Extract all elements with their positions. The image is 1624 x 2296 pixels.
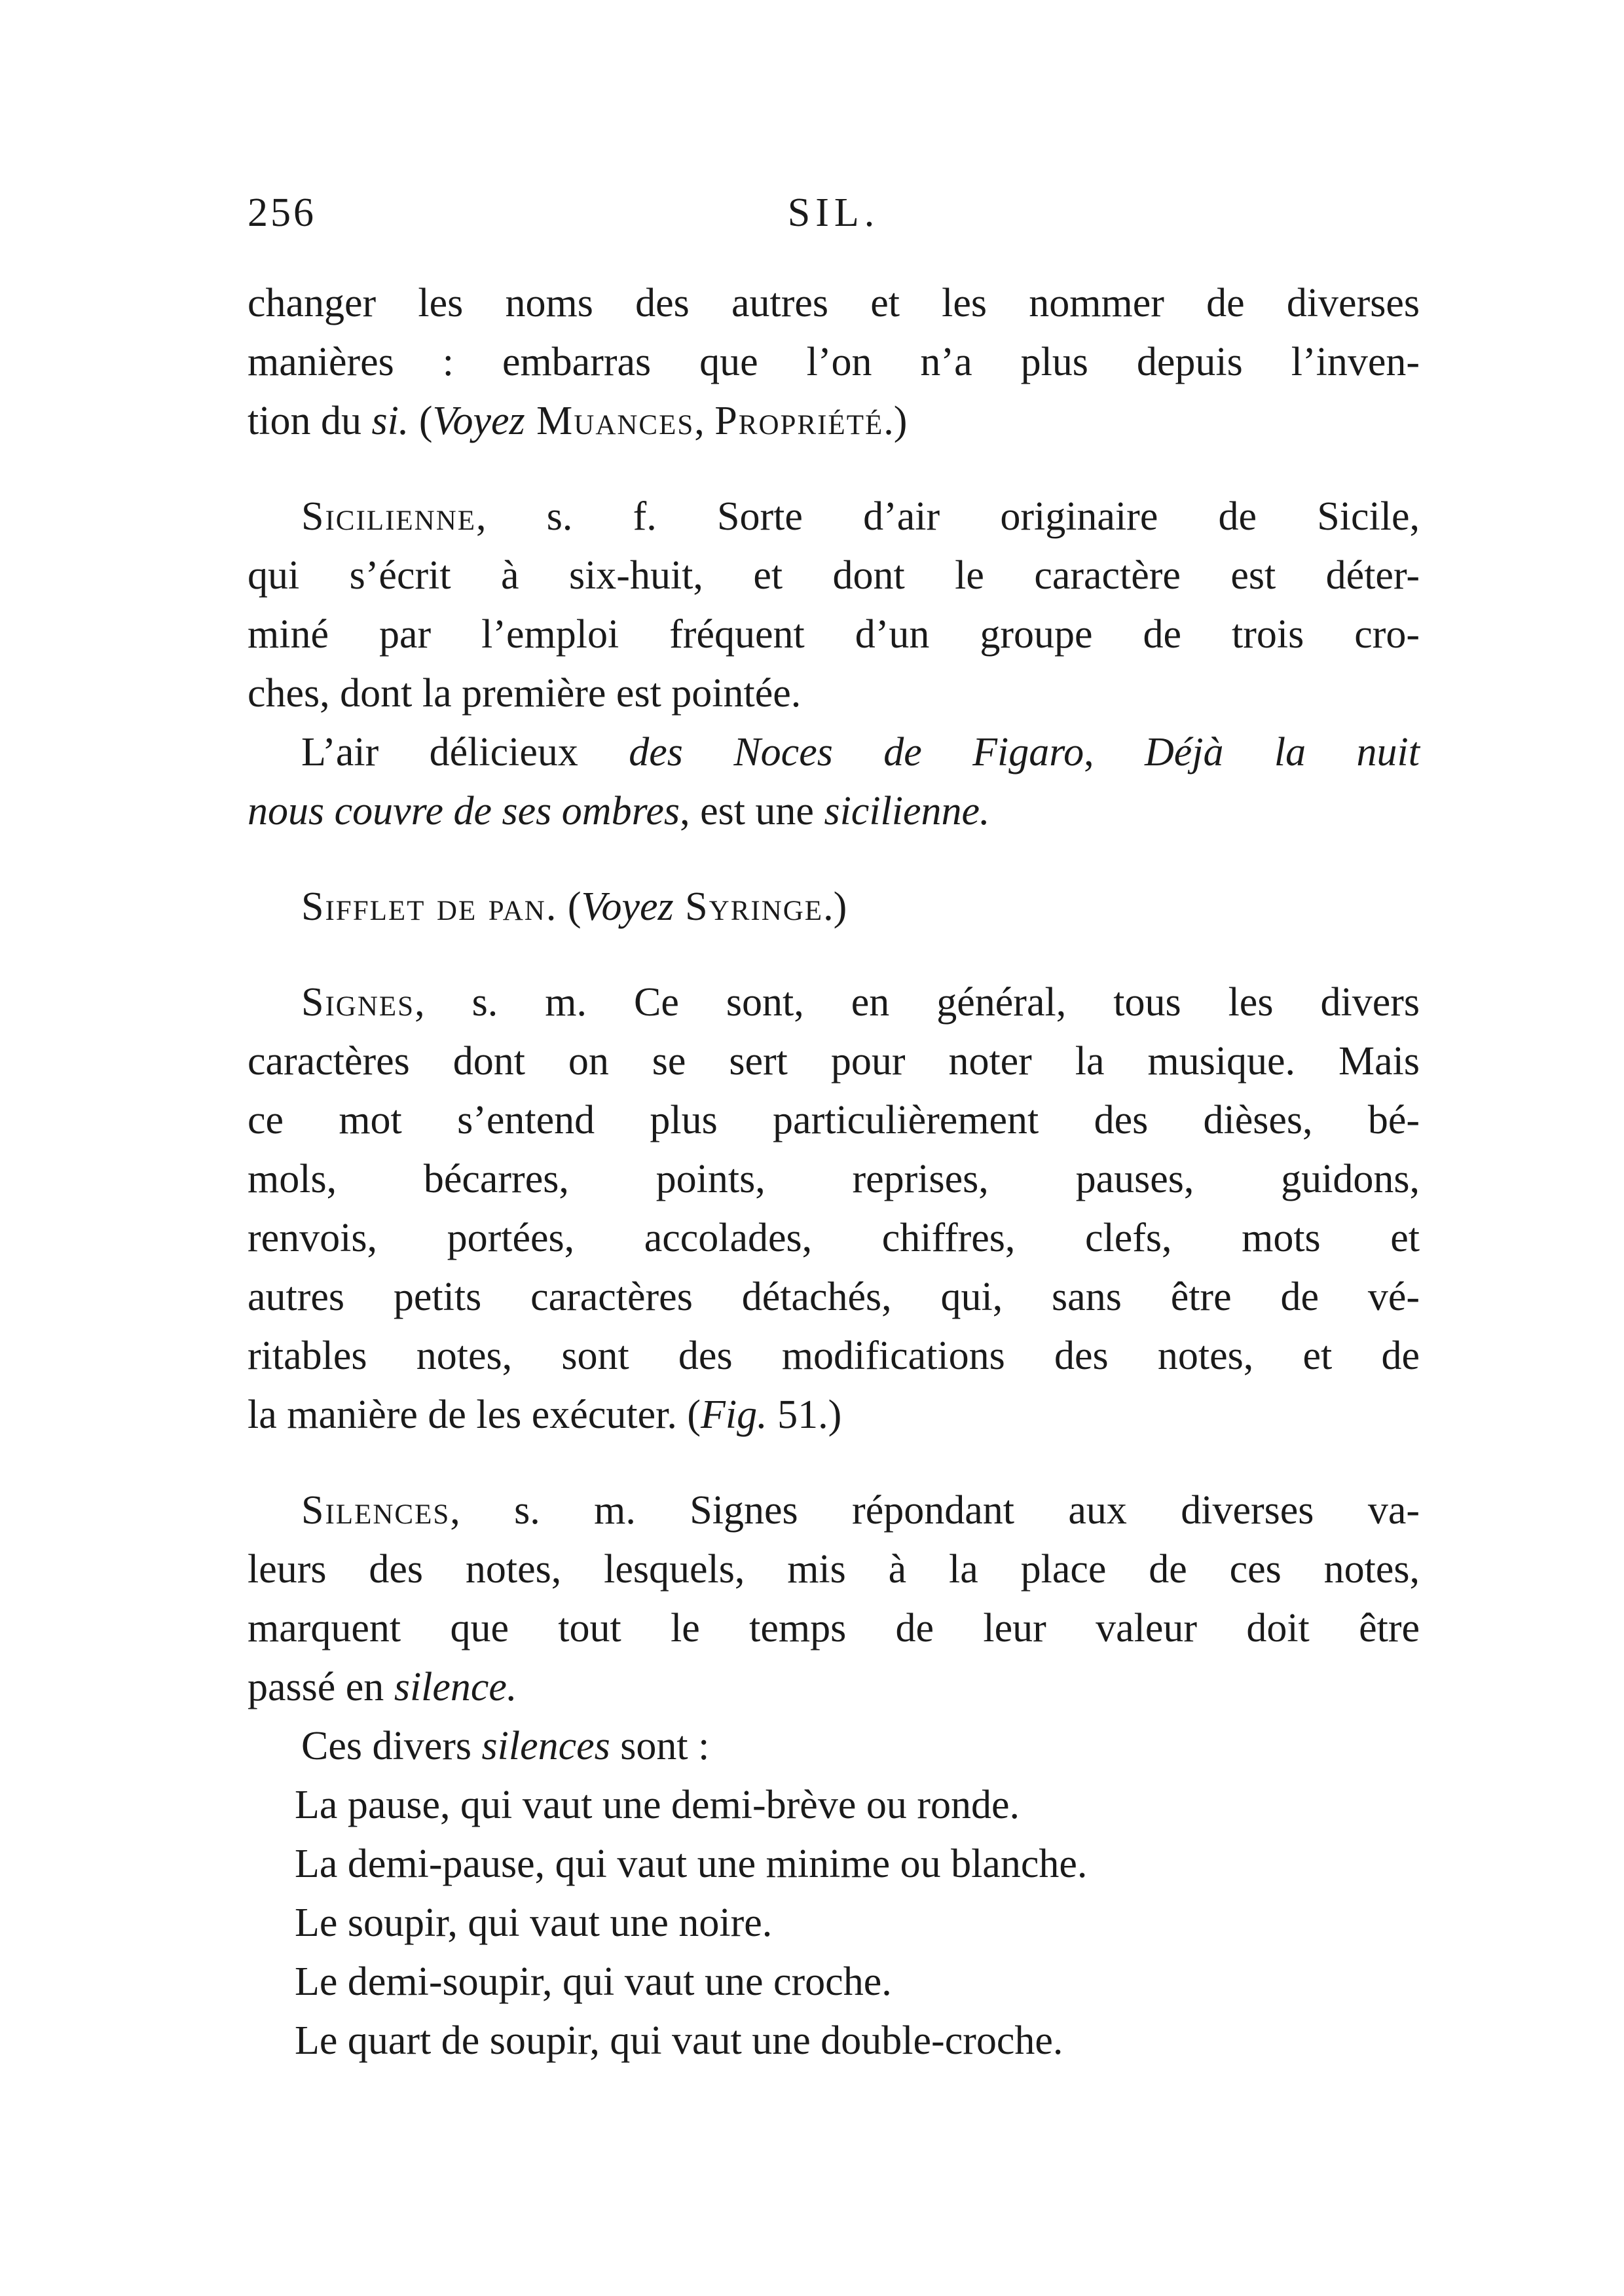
entry-headword: Sifflet de pan. bbox=[301, 884, 558, 929]
text-line: leurs des notes, lesquels, mis à la place de ces notes, bbox=[248, 1547, 1420, 1592]
text-span: sont : bbox=[610, 1724, 710, 1768]
text-line: autres petits caractères détachés, qui, sans être de vé- bbox=[248, 1275, 1420, 1319]
italic-title: nous couvre de ses ombres bbox=[248, 789, 680, 833]
text-span: , bbox=[694, 399, 715, 443]
text-line: miné par l’emploi fréquent d’un groupe de trois cro- bbox=[248, 612, 1420, 657]
text-line bbox=[248, 782, 1420, 841]
text-line: renvois, portées, accolades, chiffres, clefs, mots et bbox=[248, 1216, 1420, 1260]
italic-term: sicilienne. bbox=[824, 789, 990, 833]
text-line bbox=[248, 1658, 1420, 1717]
page-number: 256 bbox=[248, 191, 316, 235]
italic-title: des Noces de Figaro bbox=[629, 730, 1084, 774]
text-span: tion du bbox=[248, 399, 372, 443]
entry-continuation bbox=[248, 274, 1420, 450]
italic-term: silences bbox=[481, 1724, 610, 1768]
text-line: manières : embarras que l’on n’a plus depuis l’inven- bbox=[248, 340, 1420, 384]
text-line: changer les noms des autres et les nommer de diverses bbox=[248, 281, 1420, 325]
paragraph-gap bbox=[248, 841, 1420, 877]
entry-headword: Signes bbox=[301, 980, 415, 1025]
text-line: marquent que tout le temps de leur valeur doit être bbox=[248, 1606, 1420, 1650]
cross-reference: Propriété bbox=[714, 399, 884, 443]
entry-silences bbox=[248, 1481, 1420, 2070]
text-line: ritables notes, sont des modifications des notes, et de bbox=[248, 1334, 1420, 1378]
text-line bbox=[248, 877, 1420, 936]
list-item: La pause, qui vaut une demi-brève ou ronde. bbox=[295, 1783, 1020, 1827]
text-line: caractères dont on se sert pour noter la musique. Mais bbox=[248, 1039, 1420, 1084]
text-line: mols, bécarres, points, reprises, pauses, guidons, bbox=[248, 1157, 1420, 1201]
text-span: , est une bbox=[680, 789, 824, 833]
text-span: , bbox=[1084, 730, 1145, 774]
text-span: , s. m. Ce sont, en général, tous les divers bbox=[415, 980, 1420, 1025]
text-line bbox=[248, 1481, 1420, 1540]
paragraph-gap bbox=[248, 1444, 1420, 1481]
silence-list bbox=[248, 1776, 1420, 2070]
text-span: , s. m. Signes répondant aux diverses va- bbox=[450, 1488, 1420, 1533]
text-span: L’air délicieux bbox=[301, 730, 629, 774]
entry-sicilienne bbox=[248, 487, 1420, 841]
italic-term: si. bbox=[371, 399, 409, 443]
list-item: La demi-pause, qui vaut une minime ou blanche. bbox=[295, 1842, 1088, 1886]
text-span: 51.) bbox=[767, 1393, 842, 1437]
text-span: la manière de les exécuter. ( bbox=[248, 1393, 701, 1437]
text-line: ce mot s’entend plus particulièrement des dièses, bé- bbox=[248, 1098, 1420, 1142]
text-span: , s. f. Sorte d’air originaire de Sicile, bbox=[476, 494, 1420, 539]
list-item: Le quart de soupir, qui vaut une double-croche. bbox=[295, 2018, 1063, 2063]
text-line bbox=[248, 1385, 1420, 1444]
italic-term: silence. bbox=[394, 1665, 517, 1709]
entry-headword: Sicilienne bbox=[301, 494, 477, 539]
figure-reference: Fig. bbox=[700, 1393, 767, 1437]
running-head: SIL. bbox=[787, 191, 880, 235]
entry-headword: Silences bbox=[301, 1488, 451, 1533]
text-span: ( bbox=[409, 399, 433, 443]
voyez-label: Voyez bbox=[432, 399, 525, 443]
entry-sifflet bbox=[248, 877, 1420, 936]
list-item: Le soupir, qui vaut une noire. bbox=[295, 1901, 773, 1945]
text-line bbox=[248, 723, 1420, 782]
text-line: qui s’écrit à six-huit, et dont le caractère est déter- bbox=[248, 553, 1420, 598]
entry-signes bbox=[248, 973, 1420, 1444]
italic-title: Déjà la nuit bbox=[1145, 730, 1420, 774]
page-body bbox=[248, 274, 1420, 2070]
list-item: Le demi-soupir, qui vaut une croche. bbox=[295, 1959, 892, 2004]
text-line bbox=[248, 487, 1420, 546]
text-span: ( bbox=[557, 884, 581, 929]
cross-reference: Syringe bbox=[673, 884, 824, 929]
paragraph-gap bbox=[248, 936, 1420, 973]
text-span: .) bbox=[883, 399, 908, 443]
voyez-label: Voyez bbox=[581, 884, 674, 929]
text-line bbox=[248, 392, 1420, 450]
text-span: .) bbox=[823, 884, 847, 929]
text-line: ches, dont la première est pointée. bbox=[248, 671, 802, 716]
text-span: passé en bbox=[248, 1665, 394, 1709]
text-span: Ces divers bbox=[301, 1724, 482, 1768]
cross-reference: Muances bbox=[525, 399, 695, 443]
text-line bbox=[248, 1717, 1420, 1776]
text-line bbox=[248, 973, 1420, 1032]
paragraph-gap bbox=[248, 450, 1420, 487]
page-header bbox=[248, 190, 1420, 242]
